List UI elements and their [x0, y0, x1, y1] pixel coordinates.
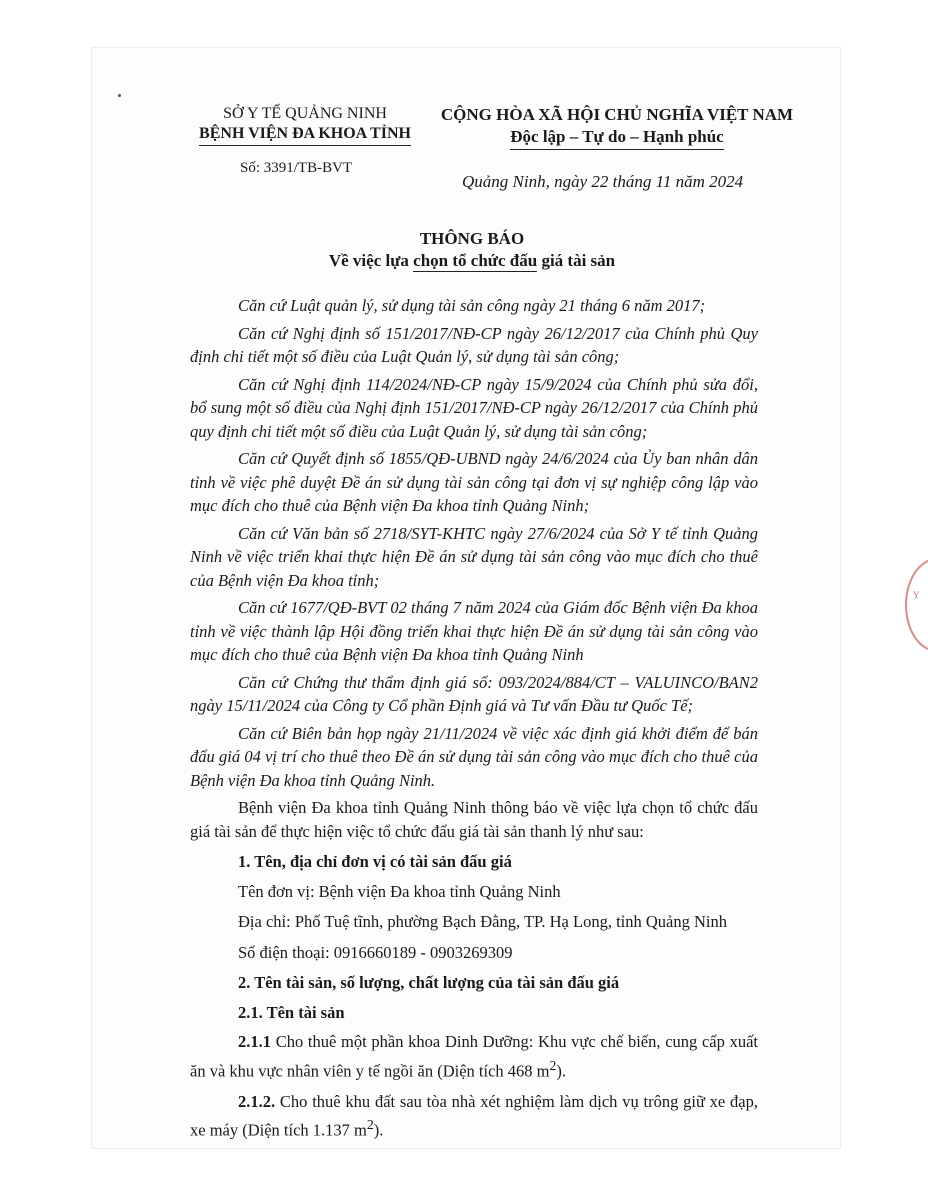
legal-basis: Căn cứ Luật quản lý, sử dụng tài sản công ngày 21 tháng 6 năm 2017;: [238, 296, 706, 315]
asset-item-1-end: ).: [556, 1061, 566, 1080]
issuing-organization: [185, 104, 425, 146]
org-line-2: BỆNH VIỆN ĐA KHOA TỈNH: [199, 124, 411, 146]
date-line: Quảng Ninh, ngày 22 tháng 11 năm 2024: [462, 172, 744, 191]
stamp-fragment-text: Y: [913, 590, 920, 600]
asset-item-2-end: ).: [373, 1120, 384, 1140]
asset-item-1: [190, 1030, 758, 1083]
asset-item-2-number: 2.1.2.: [238, 1091, 276, 1111]
document-number: Số: 3391/TB-BVT: [240, 160, 353, 176]
subtitle-underlined: chọn tổ chức đấu: [413, 251, 538, 270]
nation-line-1: CỘNG HÒA XÃ HỘI CHỦ NGHĨA VIỆT NAM: [440, 105, 794, 124]
legal-basis: Căn cứ Biên bản họp ngày 21/11/2024 về việc xác định giá khởi điểm để bán đấu giá 04 vị trí cho thuê theo Đề án sử dụng tài sản công vào mục đích cho thuê của Bệnh viện Đa khoa tỉnh Quảng Ninh.: [190, 723, 758, 790]
nation-line-2: Độc lập – Tự do – Hạnh phúc: [510, 126, 723, 150]
legal-basis: Căn cứ Chứng thư thẩm định giá số: 093/2024/884/CT – VALUINCO/BAN2 ngày 15/11/2024 của Công ty Cổ phần Định giá và Tư vấn Đầu tư Quốc Tế;: [190, 672, 758, 715]
legal-basis: Căn cứ Nghị định 114/2024/NĐ-CP ngày 15/9/2024 của Chính phủ sửa đổi, bổ sung một số điều của Nghị định 151/2017/NĐ-CP ngày 26/12/2017 của Chính phủ quy định chi tiết một số điều của Luật Quản lý, sử dụng tài sản công;: [190, 374, 758, 441]
document-subtitle: [186, 251, 758, 272]
asset-item-1-text: Cho thuê một phần khoa Dinh Dưỡng: Khu vực chế biến, cung cấp xuất ăn và khu vực nhân viên y tế ngồi ăn (Diện tích 468 m: [190, 1032, 758, 1080]
asset-item-1-number: 2.1.1: [238, 1032, 271, 1051]
legal-basis: Căn cứ Quyết định số 1855/QĐ-UBND ngày 24/6/2024 của Ủy ban nhân dân tỉnh về việc phê duyệt Đề án sử dụng tài sản công tại đơn vị sự nghiệp công lập vào mục đích cho thuê của Bệnh viện Đa khoa tỉnh Quảng Ninh;: [190, 449, 758, 515]
section-1-heading: 1. Tên, địa chỉ đơn vị có tài sản đấu giá: [238, 852, 512, 871]
unit-address: Địa chỉ: Phố Tuệ tĩnh, phường Bạch Đằng, TP. Hạ Long, tỉnh Quảng Ninh: [238, 912, 727, 931]
unit-name: Tên đơn vị: Bệnh viện Đa khoa tỉnh Quảng Ninh: [238, 881, 561, 901]
national-motto: [432, 104, 802, 150]
section-2-heading: 2. Tên tài sản, số lượng, chất lượng của tài sản đấu giá: [238, 973, 620, 992]
intro-paragraph: Bệnh viện Đa khoa tỉnh Quảng Ninh thông báo về việc lựa chọn tổ chức đấu giá tài sản để thực hiện việc tổ chức đấu giá tài sản thanh lý như sau:: [190, 798, 758, 841]
legal-basis: Căn cứ Văn bản số 2718/SYT-KHTC ngày 27/6/2024 của Sở Y tế tỉnh Quảng Ninh về việc triển khai thực hiện Đề án sử dụng tài sản công vào mục đích cho thuê của Bệnh viện Đa khoa tỉnh;: [190, 523, 758, 590]
red-seal-stamp: [905, 558, 928, 652]
unit-phone: Số điện thoại: 0916660189 - 0903269309: [238, 942, 513, 962]
subtitle-prefix: Về việc lựa: [328, 251, 414, 270]
document-body: [190, 294, 758, 1149]
document-title: THÔNG BÁO: [419, 229, 525, 248]
asset-item-1-sup: 2: [549, 1057, 557, 1073]
scan-speck: [118, 94, 121, 97]
section-2-1-heading: 2.1. Tên tài sản: [238, 1002, 345, 1022]
asset-item-2: [190, 1090, 758, 1143]
asset-item-2-text: Cho thuê khu đất sau tòa nhà xét nghiệm làm dịch vụ trông giữ xe đạp, xe máy (Diện tích 1.137 m: [190, 1091, 758, 1140]
legal-basis: Căn cứ 1677/QĐ-BVT 02 tháng 7 năm 2024 của Giám đốc Bệnh viện Đa khoa tỉnh về việc thành lập Hội đồng triển khai thực hiện Đề án sử dụng tài sản công vào mục đích cho thuê của Bệnh viện Đa khoa tỉnh Quảng Ninh: [190, 598, 758, 664]
asset-item-2-sup: 2: [366, 1117, 374, 1132]
legal-basis: Căn cứ Nghị định số 151/2017/NĐ-CP ngày 26/12/2017 của Chính phủ Quy định chi tiết một số điều của Luật Quản lý, sử dụng tài sản công;: [190, 323, 758, 366]
org-line-1: SỞ Y TẾ QUẢNG NINH: [223, 105, 387, 122]
subtitle-suffix: giá tài sản: [537, 251, 616, 270]
